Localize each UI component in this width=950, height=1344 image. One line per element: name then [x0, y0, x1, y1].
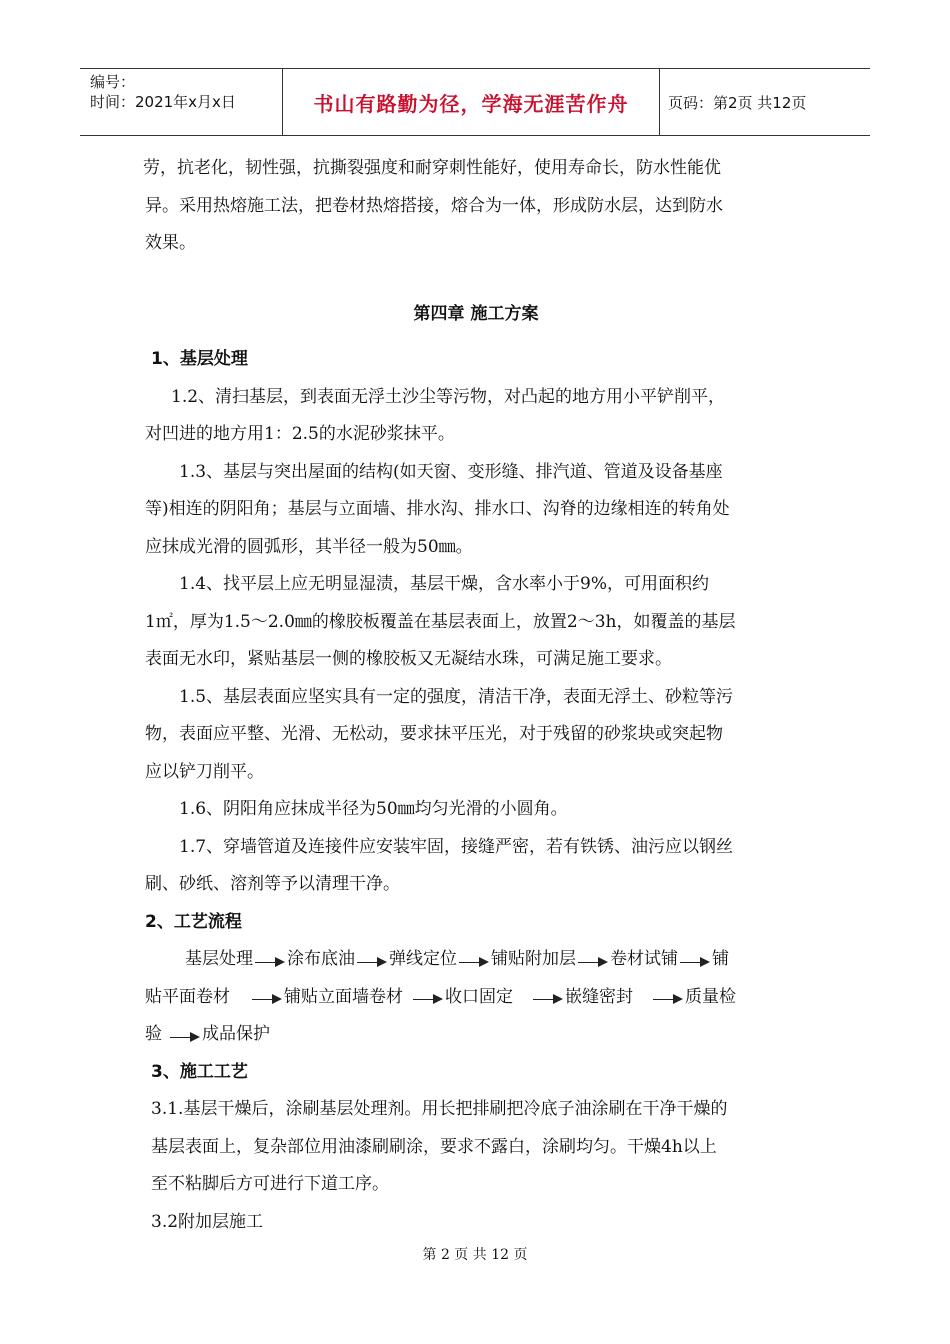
- para-line: 1㎡，厚为1.5～2.0㎜的橡胶板覆盖在基层表面上，放置2～3h，如覆盖的基层: [145, 611, 736, 632]
- para-line: 物，表面应平整、光滑、无松动，要求抹平压光，对于残留的砂浆块或突起物: [145, 724, 723, 744]
- para-line: 应以铲刀削平。: [145, 761, 264, 782]
- intro-line: 异。采用热熔施工法，把卷材热熔搭接，熔合为一体，形成防水层，达到防水: [145, 195, 723, 216]
- para-line: 1.3、基层与突出屋面的结构(如天窗、变形缝、排汽道、管道及设备基座: [179, 461, 723, 482]
- para-line: 1.6、阴阳角应抹成半径为50㎜均匀光滑的小圆角。: [179, 799, 568, 819]
- flow-step: 铺: [712, 949, 729, 969]
- arrow-right-icon: [357, 953, 387, 967]
- flow-step: 弹线定位: [389, 949, 457, 969]
- section-heading-3: 3、施工工艺: [151, 1061, 248, 1082]
- para-line: 至不粘脚后方可进行下道工序。: [151, 1174, 389, 1194]
- para-line: 应抹成光滑的圆弧形，其半径一般为50㎜。: [145, 536, 473, 557]
- flow-step: 嵌缝密封: [565, 986, 633, 1007]
- arrow-right-icon: [413, 990, 443, 1004]
- document-body: [145, 150, 807, 1241]
- flow-row-1: [145, 941, 807, 979]
- intro-line: 劳，抗老化，韧性强，抗撕裂强度和耐穿刺性能好，使用寿命长，防水性能优: [143, 158, 721, 178]
- arrow-right-icon: [653, 990, 683, 1004]
- arrow-right-icon: [533, 990, 563, 1004]
- flow-step: 卷材试铺: [610, 949, 678, 969]
- para-line: 基层表面上，复杂部位用油漆刷刷涂，要求不露白，涂刷均匀。干燥4h以上: [151, 1136, 717, 1157]
- flow-row-3: [145, 1016, 807, 1054]
- flow-step: 铺贴立面墙卷材: [284, 986, 403, 1007]
- flow-step: 质量检: [685, 986, 736, 1007]
- arrow-right-icon: [255, 953, 285, 967]
- arrow-right-icon: [459, 953, 489, 967]
- para-line: 1.2、清扫基层，到表面无浮土沙尘等污物，对凸起的地方用小平铲削平，: [171, 386, 726, 407]
- page-footer: 第 2 页 共 12 页: [422, 1247, 528, 1263]
- arrow-right-icon: [252, 990, 282, 1004]
- para-line: 刷、砂纸、溶剂等予以清理干净。: [145, 874, 400, 894]
- arrow-right-icon: [680, 953, 710, 967]
- flow-step: 验: [145, 1024, 162, 1044]
- para-line: 等)相连的阴阳角；基层与立面墙、排水沟、排水口、沟脊的边缘相连的转角处: [145, 499, 730, 519]
- header-meta: [80, 69, 282, 135]
- flow-step: 铺贴附加层: [491, 949, 576, 969]
- para-line: 表面无水印，紧贴基层一侧的橡胶板又无凝结水珠，可满足施工要求。: [145, 649, 672, 669]
- flow-step: 贴平面卷材: [145, 986, 230, 1007]
- para-line: 3.1.基层干燥后，涂刷基层处理剂。用长把排刷把冷底子油涂刷在干净干燥的: [151, 1099, 728, 1119]
- para-line: 1.7、穿墙管道及连接件应安装牢固，接缝严密，若有铁锈、油污应以钢丝: [179, 836, 734, 857]
- page-header: [80, 68, 870, 136]
- arrow-right-icon: [578, 953, 608, 967]
- flow-step: 成品保护: [202, 1024, 270, 1044]
- intro-line: 效果。: [145, 233, 196, 253]
- flow-step: 收口固定: [445, 986, 513, 1007]
- header-time: 时间：2021年x月x日: [90, 93, 236, 111]
- header-motto: 书山有路勤为径，学海无涯苦作舟: [282, 69, 660, 135]
- para-line: 对凹进的地方用1：2.5的水泥砂浆抹平。: [145, 424, 455, 444]
- header-number: 编号：: [90, 73, 136, 91]
- para-line: 1.4、找平层上应无明显湿渍，基层干燥，含水率小于9%，可用面积约: [179, 574, 710, 594]
- flow-row-2: [145, 979, 807, 1017]
- section-heading-1: 1、基层处理: [151, 349, 248, 369]
- para-line: 1.5、基层表面应坚实具有一定的强度，清洁干净，表面无浮土、砂粒等污: [179, 686, 734, 707]
- para-line: 3.2附加层施工: [151, 1211, 264, 1232]
- arrow-right-icon: [170, 1028, 200, 1042]
- chapter-title: 第四章 施工方案: [413, 303, 539, 324]
- flow-step: 涂布底油: [287, 949, 355, 969]
- section-heading-2: 2、工艺流程: [145, 911, 242, 932]
- flow-step: 基层处理: [185, 949, 253, 969]
- header-page-info: 页码：第2页 共12页: [668, 93, 807, 112]
